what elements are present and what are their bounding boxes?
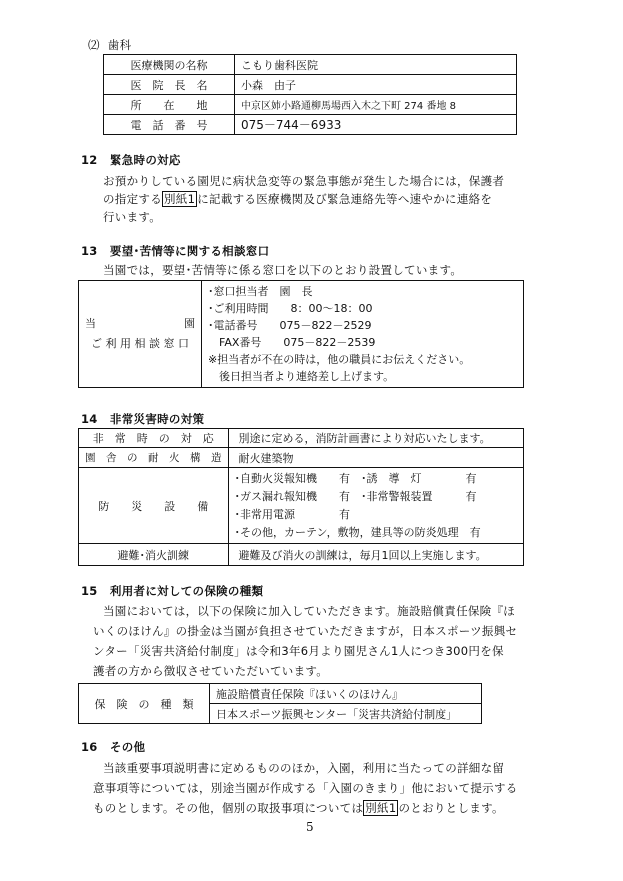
section12-line1: お預かりしている園児に病状急変等の緊急事態が発生した場合には，保護者 bbox=[103, 174, 505, 188]
consultation-line: FAX番号 075－822－2539 bbox=[208, 336, 376, 349]
attachment1-ref: 別紙1 bbox=[365, 801, 397, 815]
section16-num: 16 bbox=[81, 740, 98, 754]
table-row bbox=[104, 95, 517, 115]
dental-label: 医療機関の名称 bbox=[104, 55, 235, 75]
consultation-label-line2: ご 利 用 相 談 窓 口 bbox=[91, 337, 189, 350]
section15-body bbox=[93, 601, 517, 681]
section14-heading bbox=[81, 411, 204, 427]
section12-num: 12 bbox=[81, 153, 98, 167]
dental-heading-title: 歯科 bbox=[107, 38, 132, 52]
table-row bbox=[79, 448, 524, 468]
consultation-line: ※担当者が不在の時は，他の職員にお伝えください。 bbox=[208, 353, 471, 366]
section13-intro: 当園では，要望･苦情等に係る窓口を以下のとおり設置しています。 bbox=[103, 263, 463, 277]
section16-line3-post: のとおりとします。 bbox=[398, 801, 504, 815]
section12-line3: 行います。 bbox=[103, 210, 162, 224]
consultation-line: ･ご利用時間 8：00～18：00 bbox=[208, 302, 373, 315]
table-row bbox=[104, 55, 517, 75]
section14-num: 14 bbox=[81, 412, 98, 426]
equipment-line: ･自動火災報知機 有 ･誘 導 灯 有 bbox=[234, 471, 477, 485]
table-row bbox=[79, 544, 524, 566]
equipment-line: ･その他，カーテン，敷物，建具等の防炎処理 有 bbox=[234, 525, 481, 539]
table-row bbox=[79, 468, 524, 544]
section15-num: 15 bbox=[81, 584, 98, 598]
section12-title: 緊急時の対応 bbox=[109, 153, 181, 167]
consultation-line: ･窓口担当者 園 長 bbox=[208, 285, 313, 298]
disaster-equipment bbox=[228, 468, 524, 544]
section16-heading bbox=[81, 739, 145, 755]
section13-title: 要望･苦情等に関する相談窓口 bbox=[109, 244, 270, 258]
section13-num: 13 bbox=[81, 244, 98, 258]
dental-heading bbox=[88, 37, 131, 53]
consultation-label-line1: 当 園 bbox=[85, 317, 195, 330]
insurance-value: 日本スポーツ振興センター「災害共済給付制度」 bbox=[210, 704, 482, 724]
section16-line3-pre: ものとします。その他，個別の取扱事項については bbox=[93, 801, 364, 815]
consultation-details bbox=[202, 281, 524, 388]
disaster-label: 非 常 時 の 対 応 bbox=[79, 429, 229, 448]
section15-line: 当園においては，以下の保険に加入していただきます。施設賠償責任保険『ほ bbox=[103, 604, 516, 618]
dental-heading-num: ⑵ bbox=[88, 38, 100, 52]
consultation-line: ･電話番号 075－822－2529 bbox=[208, 319, 372, 332]
dental-label: 電 話 番 号 bbox=[104, 115, 235, 135]
insurance-table bbox=[78, 683, 482, 724]
section15-title: 利用者に対しての保険の種類 bbox=[109, 584, 264, 598]
section13-heading bbox=[81, 243, 269, 259]
section15-heading bbox=[81, 583, 263, 599]
disaster-value: 耐火建築物 bbox=[228, 448, 524, 468]
section12-body bbox=[103, 172, 504, 226]
equipment-line: ･ガス漏れ報知機 有 ･非常警報装置 有 bbox=[234, 489, 477, 503]
dental-label: 医 院 長 名 bbox=[104, 75, 235, 95]
section16-line1: 当該重要事項説明書に定めるもののほか，入園，利用に当たっての詳細な留 bbox=[103, 761, 505, 775]
dental-value: 075－744－6933 bbox=[235, 115, 517, 135]
section12-line2-pre: の指定する bbox=[103, 192, 162, 206]
disaster-value: 避難及び消火の訓練は，毎月1回以上実施します。 bbox=[228, 544, 524, 566]
table-row bbox=[79, 429, 524, 448]
table-row bbox=[79, 281, 524, 388]
section16-body bbox=[93, 758, 518, 818]
disaster-label: 防 災 設 備 bbox=[79, 468, 229, 544]
disaster-label: 避難･消火訓練 bbox=[79, 544, 229, 566]
dental-value: 中京区姉小路通柳馬場西入木之下町 274 番地 8 bbox=[235, 95, 517, 115]
disaster-label: 園 舎 の 耐 火 構 造 bbox=[79, 448, 229, 468]
section15-line: ンター「災害共済給付制度」は令和3年6月より園児さん1人につき300円を保 bbox=[93, 644, 504, 658]
insurance-label: 保 険 の 種 類 bbox=[79, 684, 210, 724]
disaster-table bbox=[78, 428, 524, 566]
disaster-value: 別途に定める，消防計画書により対応いたします。 bbox=[228, 429, 524, 448]
section15-line: 護者の方から徴収させていただいています。 bbox=[93, 664, 329, 678]
table-row bbox=[104, 75, 517, 95]
section14-title: 非常災害時の対策 bbox=[109, 412, 205, 426]
dental-value: こもり歯科医院 bbox=[235, 55, 517, 75]
section12-heading bbox=[81, 152, 181, 168]
section15-line: いくのほけん』の掛金は当園が負担させていただきますが，日本スポーツ振興セ bbox=[93, 624, 518, 638]
dental-value: 小森 由子 bbox=[235, 75, 517, 95]
section16-line2: 意事項等については，別途当園が作成する「入園のきまり」他において提示する bbox=[93, 781, 518, 795]
attachment1-ref: 別紙1 bbox=[164, 192, 196, 206]
equipment-line: ･非常用電源 有 bbox=[234, 507, 350, 521]
dental-label: 所 在 地 bbox=[104, 95, 235, 115]
page-number: 5 bbox=[306, 820, 314, 834]
consultation-label bbox=[79, 281, 202, 388]
insurance-value: 施設賠償責任保険『ほいくのほけん』 bbox=[210, 684, 482, 704]
table-row bbox=[104, 115, 517, 135]
table-row bbox=[79, 684, 482, 704]
section16-title: その他 bbox=[109, 740, 146, 754]
section12-line2-post: に記載する医療機関及び緊急連絡先等へ速やかに連絡を bbox=[197, 192, 493, 206]
dental-info-table bbox=[103, 54, 517, 135]
consultation-table bbox=[78, 280, 524, 388]
consultation-line: 後日担当者より連絡差し上げます。 bbox=[208, 370, 395, 383]
